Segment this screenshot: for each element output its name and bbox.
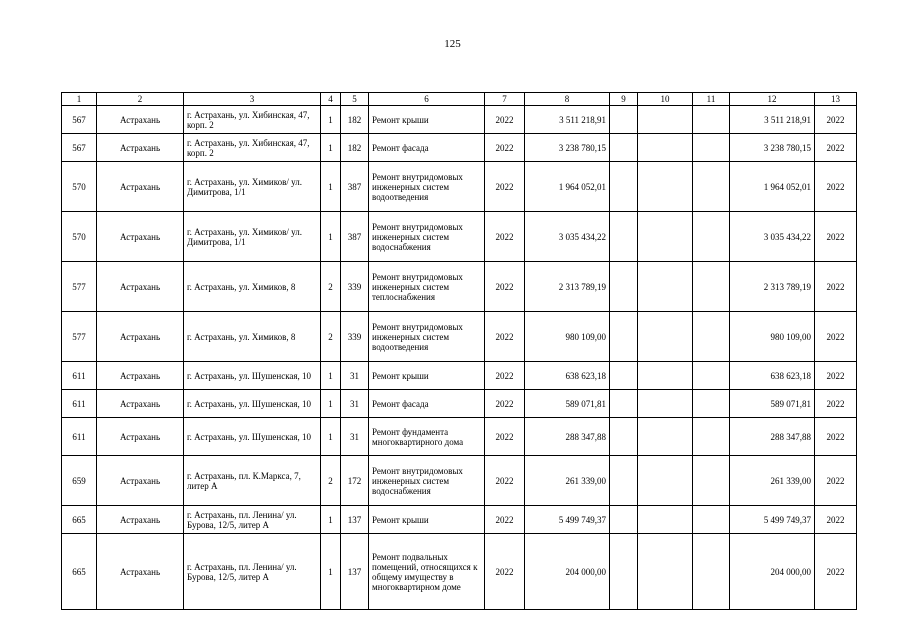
- completion-year-cell: 2022: [815, 418, 857, 456]
- cost-cell: 204 000,00: [525, 534, 610, 610]
- work-type-cell: Ремонт фасада: [369, 390, 485, 418]
- row-number-cell: 611: [62, 418, 97, 456]
- completion-year-cell: 2022: [815, 162, 857, 212]
- completion-year-cell: 2022: [815, 312, 857, 362]
- entrance-count-cell: 2: [321, 312, 341, 362]
- empty-cell: [638, 262, 693, 312]
- address-cell: г. Астрахань, ул. Шушенская, 10: [184, 362, 321, 390]
- work-type-cell: Ремонт внутридомовых инженерных систем водоотведения: [369, 312, 485, 362]
- empty-cell: [638, 456, 693, 506]
- column-header: 10: [638, 93, 693, 106]
- empty-cell: [610, 456, 638, 506]
- entrance-count-cell: 2: [321, 262, 341, 312]
- year-cell: 2022: [485, 134, 525, 162]
- value-cell: 31: [341, 362, 369, 390]
- table-row: [62, 534, 857, 610]
- city-cell: Астрахань: [97, 212, 184, 262]
- empty-cell: [610, 312, 638, 362]
- table-row: [62, 390, 857, 418]
- empty-cell: [693, 456, 730, 506]
- empty-cell: [638, 162, 693, 212]
- entrance-count-cell: 2: [321, 456, 341, 506]
- empty-cell: [693, 134, 730, 162]
- entrance-count-cell: 1: [321, 390, 341, 418]
- city-cell: Астрахань: [97, 362, 184, 390]
- address-cell: г. Астрахань, пл. К.Маркса, 7, литер А: [184, 456, 321, 506]
- address-cell: г. Астрахань, ул. Шушенская, 10: [184, 390, 321, 418]
- column-header: 5: [341, 93, 369, 106]
- completion-year-cell: 2022: [815, 456, 857, 506]
- value-cell: 137: [341, 506, 369, 534]
- address-cell: г. Астрахань, ул. Химиков/ ул. Димитрова, 1/1: [184, 212, 321, 262]
- completion-year-cell: 2022: [815, 362, 857, 390]
- entrance-count-cell: 1: [321, 106, 341, 134]
- city-cell: Астрахань: [97, 134, 184, 162]
- value-cell: 339: [341, 262, 369, 312]
- total-cell: 2 313 789,19: [730, 262, 815, 312]
- row-number-cell: 567: [62, 106, 97, 134]
- value-cell: 387: [341, 162, 369, 212]
- column-header: 8: [525, 93, 610, 106]
- column-header: 13: [815, 93, 857, 106]
- address-cell: г. Астрахань, ул. Химиков/ ул. Димитрова, 1/1: [184, 162, 321, 212]
- work-type-cell: Ремонт подвальных помещений, относящихся к общему имуществу в многоквартирном доме: [369, 534, 485, 610]
- column-header: 3: [184, 93, 321, 106]
- column-header: 11: [693, 93, 730, 106]
- year-cell: 2022: [485, 212, 525, 262]
- total-cell: 1 964 052,01: [730, 162, 815, 212]
- table-row: [62, 362, 857, 390]
- empty-cell: [638, 312, 693, 362]
- empty-cell: [638, 534, 693, 610]
- repair-register-table: [61, 92, 857, 610]
- total-cell: 204 000,00: [730, 534, 815, 610]
- value-cell: 31: [341, 418, 369, 456]
- table-row: [62, 312, 857, 362]
- empty-cell: [638, 362, 693, 390]
- year-cell: 2022: [485, 534, 525, 610]
- address-cell: г. Астрахань, ул. Химиков, 8: [184, 262, 321, 312]
- row-number-cell: 665: [62, 506, 97, 534]
- empty-cell: [610, 162, 638, 212]
- entrance-count-cell: 1: [321, 506, 341, 534]
- empty-cell: [693, 390, 730, 418]
- entrance-count-cell: 1: [321, 418, 341, 456]
- row-number-cell: 577: [62, 262, 97, 312]
- city-cell: Астрахань: [97, 106, 184, 134]
- column-header: 4: [321, 93, 341, 106]
- year-cell: 2022: [485, 456, 525, 506]
- year-cell: 2022: [485, 262, 525, 312]
- city-cell: Астрахань: [97, 456, 184, 506]
- year-cell: 2022: [485, 106, 525, 134]
- city-cell: Астрахань: [97, 262, 184, 312]
- address-cell: г. Астрахань, ул. Шушенская, 10: [184, 418, 321, 456]
- entrance-count-cell: 1: [321, 362, 341, 390]
- row-number-cell: 659: [62, 456, 97, 506]
- address-cell: г. Астрахань, ул. Химиков, 8: [184, 312, 321, 362]
- empty-cell: [638, 506, 693, 534]
- cost-cell: 5 499 749,37: [525, 506, 610, 534]
- total-cell: 288 347,88: [730, 418, 815, 456]
- empty-cell: [638, 212, 693, 262]
- empty-cell: [610, 106, 638, 134]
- value-cell: 172: [341, 456, 369, 506]
- table-row: [62, 212, 857, 262]
- address-cell: г. Астрахань, ул. Хибинская, 47, корп. 2: [184, 106, 321, 134]
- work-type-cell: Ремонт внутридомовых инженерных систем водоотведения: [369, 162, 485, 212]
- cost-cell: 589 071,81: [525, 390, 610, 418]
- total-cell: 3 511 218,91: [730, 106, 815, 134]
- column-header: 9: [610, 93, 638, 106]
- address-cell: г. Астрахань, пл. Ленина/ ул. Бурова, 12/5, литер А: [184, 534, 321, 610]
- address-cell: г. Астрахань, пл. Ленина/ ул. Бурова, 12/5, литер А: [184, 506, 321, 534]
- cost-cell: 3 035 434,22: [525, 212, 610, 262]
- table-row: [62, 134, 857, 162]
- row-number-cell: 570: [62, 212, 97, 262]
- empty-cell: [610, 134, 638, 162]
- completion-year-cell: 2022: [815, 506, 857, 534]
- row-number-cell: 577: [62, 312, 97, 362]
- value-cell: 182: [341, 134, 369, 162]
- empty-cell: [693, 362, 730, 390]
- empty-cell: [610, 534, 638, 610]
- year-cell: 2022: [485, 506, 525, 534]
- total-cell: 261 339,00: [730, 456, 815, 506]
- completion-year-cell: 2022: [815, 106, 857, 134]
- row-number-cell: 567: [62, 134, 97, 162]
- address-cell: г. Астрахань, ул. Хибинская, 47, корп. 2: [184, 134, 321, 162]
- year-cell: 2022: [485, 162, 525, 212]
- work-type-cell: Ремонт внутридомовых инженерных систем водоснабжения: [369, 456, 485, 506]
- empty-cell: [693, 418, 730, 456]
- empty-cell: [693, 506, 730, 534]
- value-cell: 137: [341, 534, 369, 610]
- year-cell: 2022: [485, 418, 525, 456]
- total-cell: 980 109,00: [730, 312, 815, 362]
- city-cell: Астрахань: [97, 534, 184, 610]
- work-type-cell: Ремонт внутридомовых инженерных систем теплоснабжения: [369, 262, 485, 312]
- completion-year-cell: 2022: [815, 212, 857, 262]
- value-cell: 182: [341, 106, 369, 134]
- completion-year-cell: 2022: [815, 534, 857, 610]
- cost-cell: 638 623,18: [525, 362, 610, 390]
- year-cell: 2022: [485, 362, 525, 390]
- city-cell: Астрахань: [97, 390, 184, 418]
- total-cell: 5 499 749,37: [730, 506, 815, 534]
- cost-cell: 1 964 052,01: [525, 162, 610, 212]
- work-type-cell: Ремонт крыши: [369, 506, 485, 534]
- column-number-row: [62, 93, 857, 106]
- cost-cell: 3 238 780,15: [525, 134, 610, 162]
- empty-cell: [693, 262, 730, 312]
- empty-cell: [693, 312, 730, 362]
- work-type-cell: Ремонт фундамента многоквартирного дома: [369, 418, 485, 456]
- total-cell: 589 071,81: [730, 390, 815, 418]
- empty-cell: [610, 390, 638, 418]
- empty-cell: [610, 212, 638, 262]
- page-number: 125: [444, 38, 461, 50]
- empty-cell: [638, 418, 693, 456]
- empty-cell: [610, 362, 638, 390]
- empty-cell: [693, 534, 730, 610]
- column-header: 2: [97, 93, 184, 106]
- empty-cell: [638, 106, 693, 134]
- row-number-cell: 611: [62, 362, 97, 390]
- column-header: 12: [730, 93, 815, 106]
- row-number-cell: 611: [62, 390, 97, 418]
- table-row: [62, 262, 857, 312]
- column-header: 7: [485, 93, 525, 106]
- table-row: [62, 106, 857, 134]
- empty-cell: [638, 390, 693, 418]
- entrance-count-cell: 1: [321, 162, 341, 212]
- completion-year-cell: 2022: [815, 262, 857, 312]
- value-cell: 339: [341, 312, 369, 362]
- entrance-count-cell: 1: [321, 534, 341, 610]
- empty-cell: [610, 506, 638, 534]
- table-row: [62, 418, 857, 456]
- city-cell: Астрахань: [97, 162, 184, 212]
- work-type-cell: Ремонт крыши: [369, 106, 485, 134]
- cost-cell: 3 511 218,91: [525, 106, 610, 134]
- cost-cell: 980 109,00: [525, 312, 610, 362]
- row-number-cell: 570: [62, 162, 97, 212]
- cost-cell: 288 347,88: [525, 418, 610, 456]
- empty-cell: [610, 418, 638, 456]
- empty-cell: [693, 212, 730, 262]
- total-cell: 3 238 780,15: [730, 134, 815, 162]
- city-cell: Астрахань: [97, 506, 184, 534]
- table-row: [62, 162, 857, 212]
- entrance-count-cell: 1: [321, 212, 341, 262]
- row-number-cell: 665: [62, 534, 97, 610]
- value-cell: 31: [341, 390, 369, 418]
- total-cell: 638 623,18: [730, 362, 815, 390]
- empty-cell: [638, 134, 693, 162]
- empty-cell: [610, 262, 638, 312]
- empty-cell: [693, 106, 730, 134]
- completion-year-cell: 2022: [815, 134, 857, 162]
- column-header: 6: [369, 93, 485, 106]
- completion-year-cell: 2022: [815, 390, 857, 418]
- work-type-cell: Ремонт внутридомовых инженерных систем водоснабжения: [369, 212, 485, 262]
- city-cell: Астрахань: [97, 312, 184, 362]
- work-type-cell: Ремонт фасада: [369, 134, 485, 162]
- work-type-cell: Ремонт крыши: [369, 362, 485, 390]
- value-cell: 387: [341, 212, 369, 262]
- year-cell: 2022: [485, 312, 525, 362]
- year-cell: 2022: [485, 390, 525, 418]
- empty-cell: [693, 162, 730, 212]
- table-row: [62, 506, 857, 534]
- city-cell: Астрахань: [97, 418, 184, 456]
- cost-cell: 2 313 789,19: [525, 262, 610, 312]
- column-header: 1: [62, 93, 97, 106]
- table-row: [62, 456, 857, 506]
- cost-cell: 261 339,00: [525, 456, 610, 506]
- entrance-count-cell: 1: [321, 134, 341, 162]
- total-cell: 3 035 434,22: [730, 212, 815, 262]
